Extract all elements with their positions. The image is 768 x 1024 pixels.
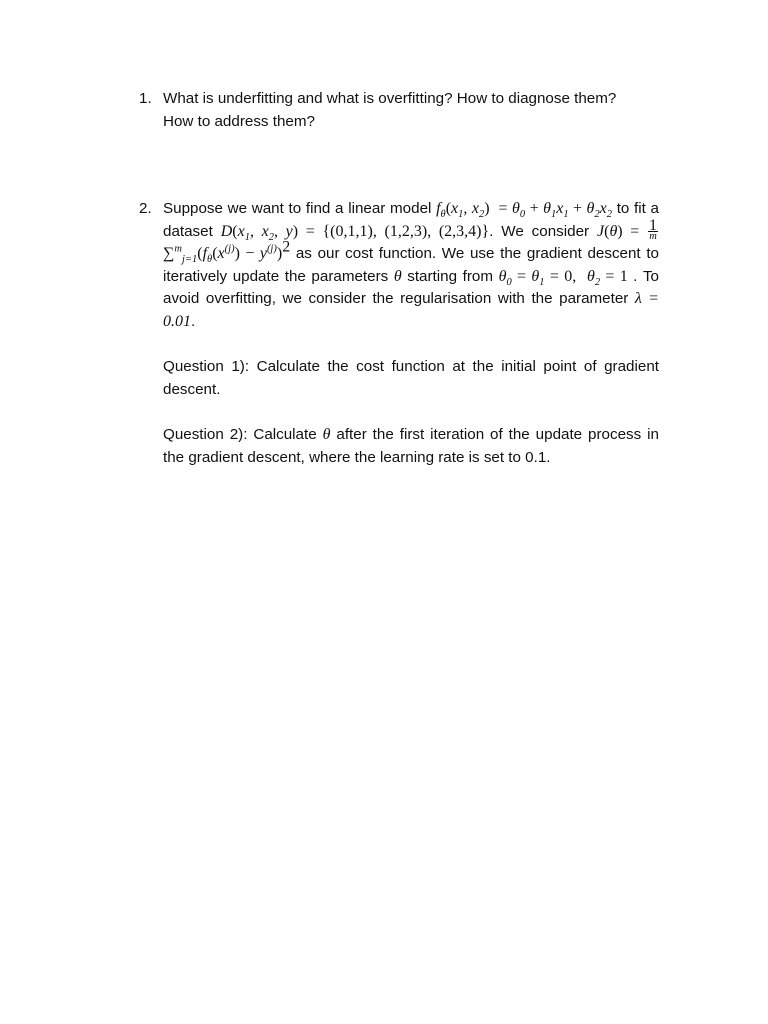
question-1 [139, 88, 659, 133]
lambda-value: λ = 0.01 [163, 290, 659, 330]
sub-question-2-text-a: Question 2): Calculate [163, 426, 323, 443]
question-1-number: 1. [139, 90, 152, 107]
question-1-text [163, 88, 659, 133]
setup-text-4: as our cost function. We use the gradient descent to iteratively update the parameters [163, 245, 659, 285]
question-2-setup [163, 198, 659, 333]
setup-text-2: to fit a dataset [163, 200, 659, 240]
dataset-symbol: $D(x_1$, $x_2$, y) = [220, 222, 323, 243]
question-1-line-2: How to address them? [163, 112, 315, 130]
sub-question-1: Question 1): Calculate the cost function at the initial point of gradient descent. [163, 358, 659, 398]
model-formula: $f_\theta(x_1$, $x_2) = \theta_0 + \theta_1x_1 + \theta_2x_2$ [436, 200, 612, 221]
theta-symbol: θ [322, 426, 331, 443]
initial-parameters: $\theta_0 = \theta_1 = 0$, $\theta_2 = 1$ [498, 267, 634, 288]
question-1-line-1: What is underfitting and what is overfitting? How to diagnose them? [163, 90, 617, 107]
setup-text-5: starting from [401, 267, 499, 285]
sub-question-2-text-b: after the first iteration of the update process in the gradient descent, where the learning rate is set to 0.1. [163, 426, 659, 466]
dataset-values: {(0,1,1), (1,2,3), (2,3,4)} [322, 222, 490, 240]
question-2 [139, 198, 659, 469]
question-2-text [163, 198, 659, 469]
setup-text-1: Suppose we want to find a linear model [163, 200, 437, 217]
question-2-number: 2. [139, 200, 152, 217]
setup-text-7: . [191, 312, 196, 330]
setup-text-3: . We consider [489, 222, 597, 240]
cost-function-formula: J(θ) = $\frac{1}{m}$ $\sum^m_{j=1}(f_\theta(x^{(j)}) - y^{(j)})^2$ [163, 217, 657, 266]
theta-symbol: θ [393, 267, 402, 285]
sub-question-2 [163, 424, 659, 469]
setup-text-6: . To avoid overfitting, we consider the regularisation with the parameter [163, 267, 660, 307]
